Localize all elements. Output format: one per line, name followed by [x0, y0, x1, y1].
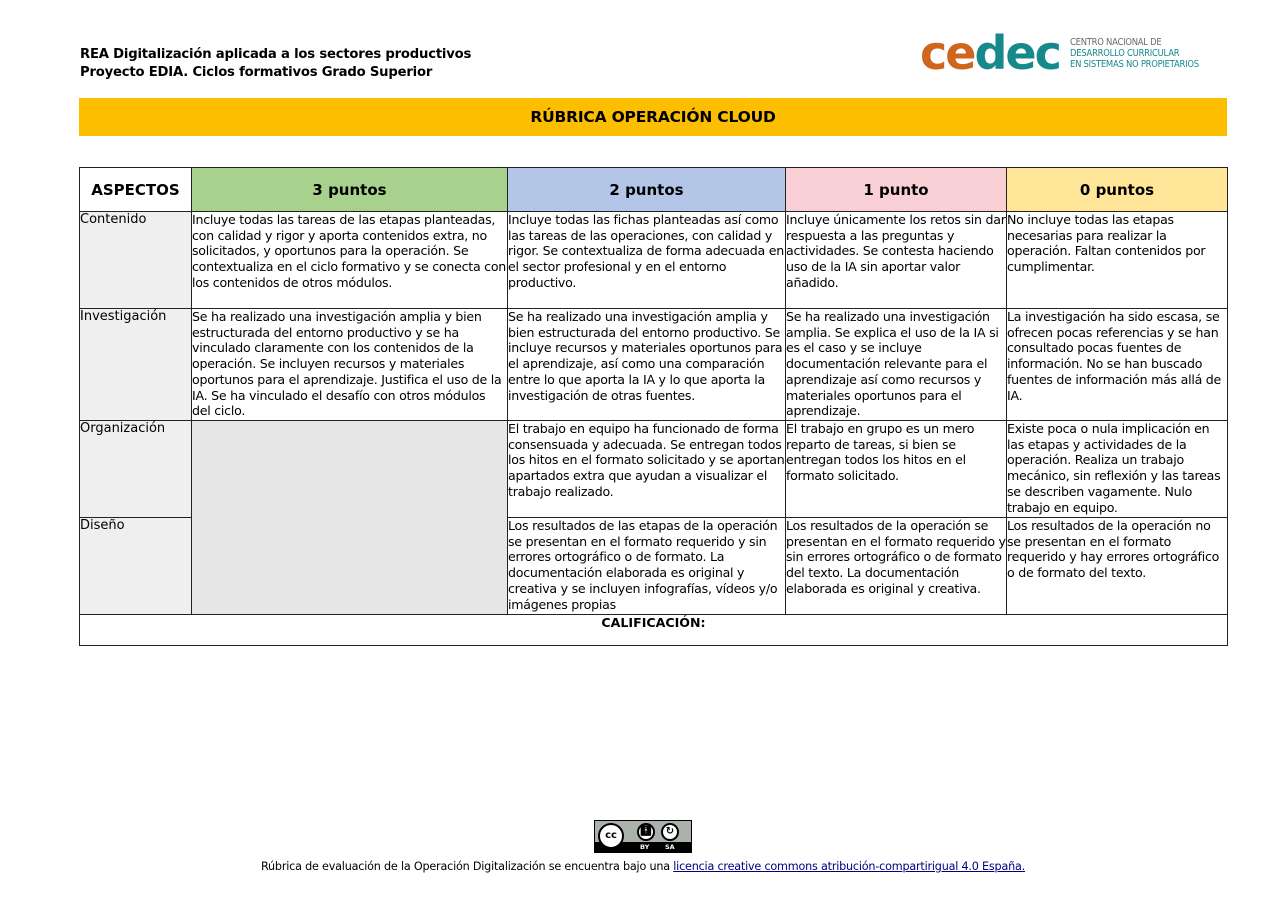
cc-by-sa-icon [594, 820, 692, 853]
header-3-points: 3 puntos [192, 168, 508, 212]
license-link[interactable]: licencia creative commons atribución-compartirigual 4.0 España. [673, 860, 1026, 873]
logo-subtitle [1070, 37, 1199, 70]
logo-sub-line-3: EN SISTEMAS NO PROPIETARIOS [1069, 58, 1199, 70]
grade-label: CALIFICACIÓN: [80, 615, 1228, 646]
aspect-label: Diseño [80, 518, 192, 615]
cc-icon: cc [598, 823, 624, 849]
criterion-1-point: Los resultados de la operación se presentan en el formato requerido y sin errores ortográfico o de formato del texto. La documentación elaborada es original y creativa. [786, 518, 1007, 615]
criterion-2-points: El trabajo en equipo ha funcionado de forma consensuada y adecuada. Se entregan todos los hitos en el formato solicitado y se aportan apartados extra que ayudan a visualizar el trabajo realizado. [508, 421, 786, 518]
table-row-contenido [80, 212, 1228, 309]
aspect-label: Organización [80, 421, 192, 518]
license-text [0, 860, 1286, 873]
criterion-2-points: Incluye todas las fichas planteadas así como las tareas de las operaciones, con calidad y rigor. Se contextualiza de forma adecuada en el sector profesional y en el entorno productivo. [508, 212, 786, 309]
header-0-points: 0 puntos [1007, 168, 1228, 212]
criterion-1-point: Incluye únicamente los retos sin dar respuesta a las preguntas y actividades. Se contesta haciendo uso de la IA sin aportar valor añadido. [786, 212, 1007, 309]
logo-word-part2: dec [974, 26, 1060, 80]
criterion-2-points: Se ha realizado una investigación amplia y bien estructurada del entorno productivo. Se incluye recursos y materiales oportunos para el aprendizaje, así como una comparación entre lo que aporta la IA y lo que aporta la investigación de otras fuentes. [508, 309, 786, 421]
logo-word-part1: ce [920, 26, 975, 80]
header-line-1: REA Digitalización aplicada a los sectores productivos [80, 47, 472, 62]
badge-sa-label: SA [665, 843, 675, 851]
criterion-0-points: No incluye todas las etapas necesarias para realizar la operación. Faltan contenidos por cumplimentar. [1007, 212, 1228, 309]
page-title: RÚBRICA OPERACIÓN CLOUD [79, 98, 1227, 136]
header-1-point: 1 punto [786, 168, 1007, 212]
criterion-0-points: La investigación ha sido escasa, se ofrecen pocas referencias y se han consultado pocas fuentes de información. No se han buscado fuentes de información más allá de IA. [1007, 309, 1228, 421]
header-row [80, 168, 1228, 212]
header-aspects: ASPECTOS [80, 168, 192, 212]
table-row-investigacion [80, 309, 1228, 421]
aspect-label: Contenido [80, 212, 192, 309]
logo-sub-line-1: CENTRO NACIONAL DE [1069, 36, 1162, 48]
document-header [80, 46, 471, 82]
badge-by-label: BY [640, 843, 650, 851]
criterion-0-points: Existe poca o nula implicación en las etapas y actividades de la operación. Realiza un trabajo mecánico, sin reflexión y las tareas se describen vagamente. Nulo trabajo en equipo. [1007, 421, 1228, 518]
attribution-icon: 🚹︎ [637, 823, 655, 841]
criterion-2-points: Los resultados de las etapas de la operación se presentan en el formato requerido y sin errores ortográfico o de formato. La documentación elaborada es original y creativa y se incluyen infografías, vídeos y/o imágenes propias [508, 518, 786, 615]
logo-wordmark [920, 26, 1060, 80]
criterion-3-points: Incluye todas las tareas de las etapas planteadas, con calidad y rigor y aporta contenidos extra, no solicitados, y oportunos para la operación. Se contextualiza en el ciclo formativo y se conecta con los contenidos de otros módulos. [192, 212, 508, 309]
cedec-logo [920, 28, 1216, 78]
footer [0, 820, 1286, 873]
empty-3-points-cell [192, 421, 508, 615]
share-alike-icon: ↻ [661, 823, 679, 841]
license-sentence: Rúbrica de evaluación de la Operación Digitalización se encuentra bajo una [260, 860, 674, 873]
criterion-0-points: Los resultados de la operación no se presentan en el formato requerido y hay errores ortográfico o de formato del texto. [1007, 518, 1228, 615]
table-row-organizacion [80, 421, 1228, 518]
header-2-points: 2 puntos [508, 168, 786, 212]
header-line-2: Proyecto EDIA. Ciclos formativos Grado Superior [80, 65, 433, 80]
criterion-1-point: Se ha realizado una investigación amplia. Se explica el uso de la IA si es el caso y se incluye documentación relevante para el aprendizaje así como recursos y materiales oportunos para el aprendizaje. [786, 309, 1007, 421]
logo-sub-line-2: DESARROLLO CURRICULAR [1069, 47, 1180, 59]
criterion-3-points: Se ha realizado una investigación amplia y bien estructurada del entorno productivo y se ha vinculado claramente con los contenidos de la operación. Se incluyen recursos y materiales oportunos para el aprendizaje. Justifica el uso de la IA. Se ha vinculado el desafío con otros módulos del ciclo. [192, 309, 508, 421]
criterion-1-point: El trabajo en grupo es un mero reparto de tareas, si bien se entregan todos los hitos en el formato solicitado. [786, 421, 1007, 518]
rubric-table [79, 167, 1228, 646]
grade-row [80, 615, 1228, 646]
aspect-label: Investigación [80, 309, 192, 421]
